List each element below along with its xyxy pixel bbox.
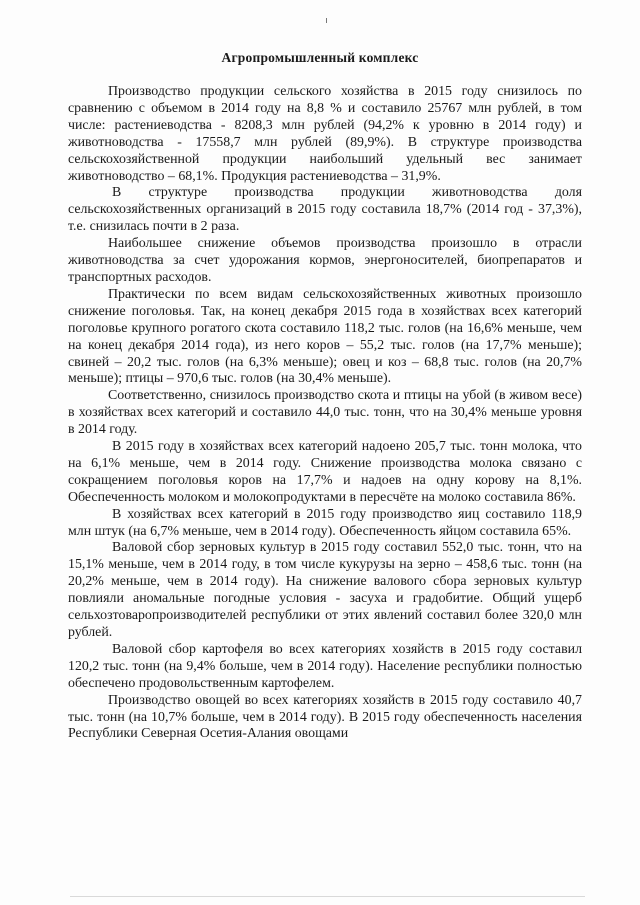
scan-artifact-mark (326, 18, 327, 23)
document-body (68, 84, 582, 743)
paragraph-production-overview: Производство продукции сельского хозяйства в 2015 году снизилось по сравнению с объемом в 2014 году на 8,8 % и составило 25767 млн рублей, в том числе: растениеводства - 8208,3 млн рублей (94,2% к уровню в 2014 году) и животноводства - 17558,7 млн рублей (89,9%). В структуре производства сельскохозяйственной продукции наибольший удельный вес занимает животноводство – 68,1%. Продукция растениеводства – 31,9%. (68, 84, 582, 184)
paragraph-milk-production: В 2015 году в хозяйствах всех категорий надоено 205,7 тыс. тонн молока, что на 6,1% меньше, чем в 2014 году. Снижение производства молока связано с сокращением поголовья коров на 17,7% и надоев на одну корову на 8,1%. Обеспеченность молоком и молокопродуктами в пересчёте на молоко составила 86%. (68, 439, 582, 505)
paragraph-vegetable-production: Производство овощей во всех категориях хозяйств в 2015 году составило 40,7 тыс. тонн (на 10,7% больше, чем в 2014 году). В 2015 году обеспеченность населения Республики Северная Осетия-Алания овощами (68, 692, 582, 742)
paragraph-potato-harvest: Валовой сбор картофеля во всех категориях хозяйств в 2015 году составил 120,2 тыс. тонн (на 9,4% больше, чем в 2014 году). Население республики полностью обеспечено продовольственным картофелем. (68, 641, 582, 691)
paragraph-largest-decline: Наибольшее снижение объемов производства произошло в отрасли животноводства за счет удорожания кормов, энергоносителей, биопрепаратов и транспортных расходов. (68, 236, 582, 285)
document-title: Агропромышленный комплекс (221, 50, 419, 65)
paragraph-slaughter-production: Соответственно, снизилось производство скота и птицы на убой (в живом весе) в хозяйствах всех категорий и составило 44,0 тыс. тонн, что на 30,4% меньше уровня в 2014 году. (68, 388, 582, 438)
paragraph-livestock-share: В структуре производства продукции животноводства доля сельскохозяйственных организаций в 2015 году составила 18,7% (2014 год - 37,3%), т.е. снизилась почти в 2 раза. (68, 185, 582, 235)
paragraph-egg-production: В хозяйствах всех категорий в 2015 году производство яиц составило 118,9 млн штук (на 6,7% меньше, чем в 2014 году). Обеспеченность яйцом составила 65%. (68, 506, 582, 539)
page-bottom-edge (70, 896, 585, 897)
paragraph-grain-harvest: Валовой сбор зерновых культур в 2015 году составил 552,0 тыс. тонн, что на 15,1% меньше, чем в 2014 году, в том числе кукурузы на зерно – 458,6 тыс. тонн (на 20,2% меньше, чем в 2014 году). На снижение валового сбора зерновых культур повлияли аномальные погодные условия - засуха и градобитие. Общий ущерб сельхозтоваропроизводителей республики от этих явлений составил более 320,0 млн рублей. (68, 540, 582, 640)
paragraph-livestock-numbers: Практически по всем видам сельскохозяйственных животных произошло снижение поголовья. Так, на конец декабря 2015 года в хозяйствах всех категорий поголовье крупного рогатого скота составило 118,2 тыс. голов (на 16,6% меньше, чем на конец декабря 2014 года), из него коров – 55,2 тыс. голов (на 17,7% меньше); свиней – 20,2 тыс. голов (на 6,3% меньше); овец и коз – 68,8 тыс. голов (на 20,7% меньше); птицы – 970,6 тыс. голов (на 30,4% меньше). (68, 286, 582, 387)
